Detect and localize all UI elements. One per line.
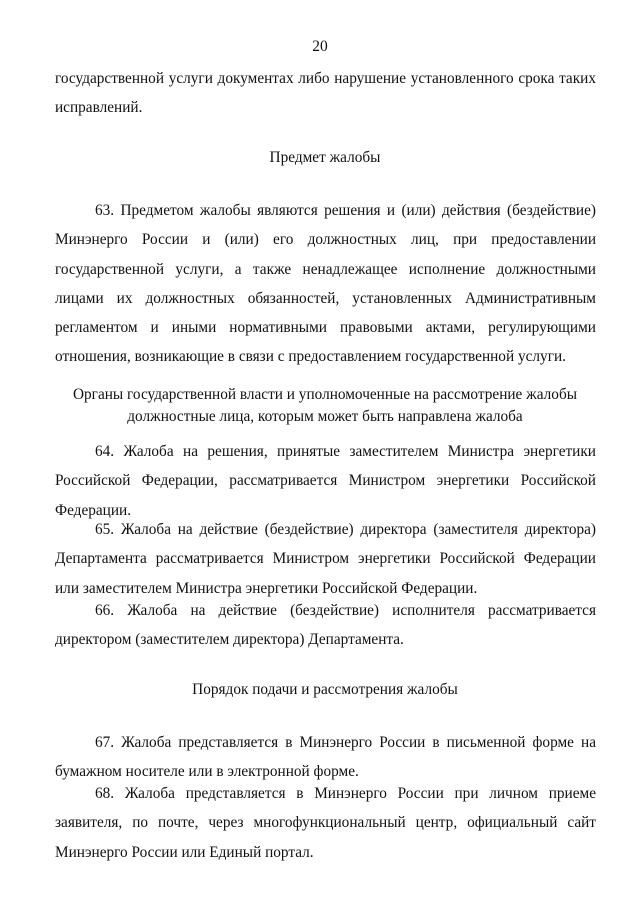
paragraph-65: 65. Жалоба на действие (бездействие) директора (заместителя директора) Департамента рассматривается Министром энергетики Российской Федерации или заместителем Министра энергетики Российской Федерации. (55, 521, 596, 597)
section-heading-authorities-line1: Органы государственной власти и уполномоченные на рассмотрение жалобы (72, 386, 578, 403)
section-heading-filing-procedure: Порядок подачи и рассмотрения жалобы (192, 681, 458, 698)
section-heading-complaint-subject: Предмет жалобы (269, 149, 381, 166)
paragraph-67: 67. Жалоба представляется в Минэнерго России в письменной форме на бумажном носителе или в электронной форме. (55, 734, 596, 781)
continuation-paragraph: государственной услуги документах либо нарушение установленного срока таких исправлений. (55, 70, 596, 117)
section-heading-authorities (40, 384, 610, 428)
paragraph-63: 63. Предметом жалобы являются решения и (или) действия (бездействие) Минэнерго России и (или) его должностных лиц, при предоставлении государственной услуги, а также ненадлежащее исполнение должностными лицами их должностных обязанностей, установленных Административным регламентом и иными нормативными правовыми актами, регулирующими отношения, возникающие в связи с предоставлением государственной услуги. (55, 202, 596, 366)
paragraph-68: 68. Жалоба представляется в Минэнерго России при личном приеме заявителя, по почте, через многофункциональный центр, официальный сайт Минэнерго России или Единый портал. (55, 785, 596, 861)
paragraph-66: 66. Жалоба на действие (бездействие) исполнителя рассматривается директором (заместителем директора) Департамента. (55, 602, 596, 649)
page-number: 20 (312, 38, 328, 55)
section-heading-authorities-line2: должностные лица, которым может быть направлена жалоба (127, 408, 523, 425)
paragraph-64: 64. Жалоба на решения, принятые заместителем Министра энергетики Российской Федерации, рассматривается Министром энергетики Российской Федерации. (55, 443, 596, 519)
